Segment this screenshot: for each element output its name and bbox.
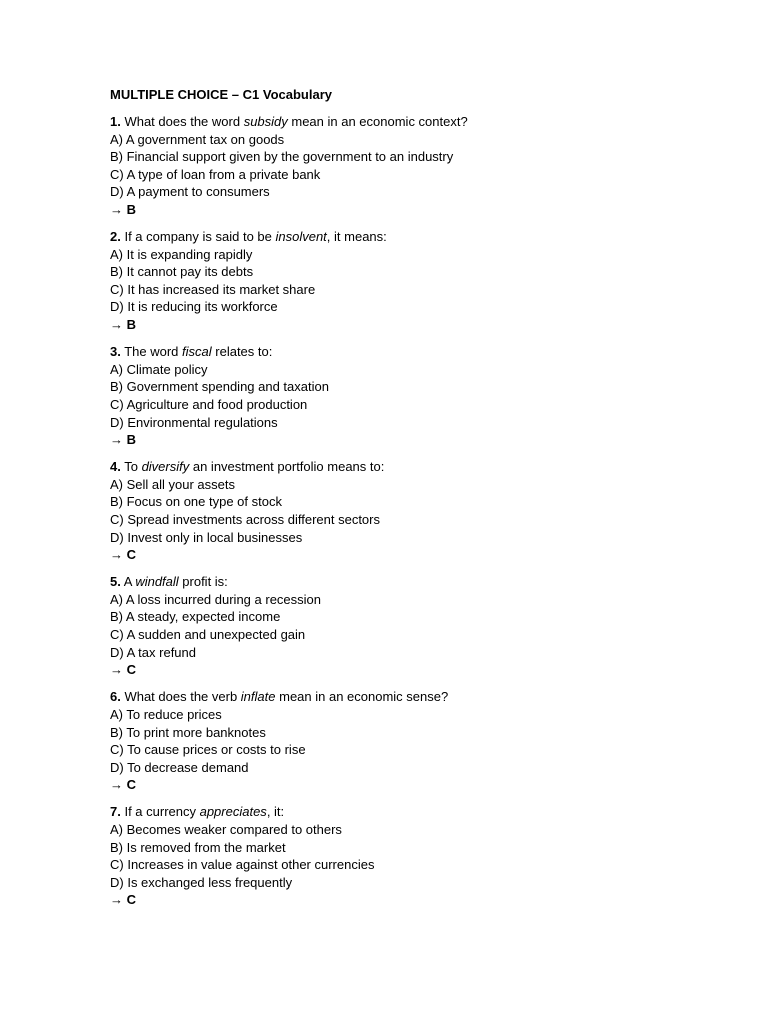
answer-option: D) Invest only in local businesses (110, 529, 303, 545)
answer-option: D) Environmental regulations (110, 414, 278, 430)
answer-option: C) It has increased its market share (110, 281, 316, 297)
answer-option: B) Financial support given by the government to an industry (110, 149, 454, 165)
answer-option: C) To cause prices or costs to rise (110, 742, 306, 758)
vocabulary-term: windfall (135, 574, 179, 590)
question-text: What does the word (120, 114, 244, 129)
question-prompt (110, 688, 710, 706)
question-text: What does the verb (120, 689, 241, 705)
answer-option: D) It is reducing its workforce (110, 299, 278, 315)
question-text: , it means: (326, 229, 387, 245)
answer-option: A) Becomes weaker compared to others (110, 821, 342, 837)
question-block (110, 573, 710, 679)
question-text: A (120, 574, 136, 590)
question-text: To (120, 459, 142, 475)
arrow-right-icon: → (110, 317, 127, 333)
question-block (110, 343, 710, 449)
vocabulary-term: insolvent (275, 229, 327, 245)
question-text: an investment portfolio means to: (189, 459, 385, 475)
answer-option: B) It cannot pay its debts (110, 264, 254, 280)
correct-answer (110, 546, 710, 564)
answer-option: A) A loss incurred during a recession (110, 591, 321, 607)
answer-option: D) A payment to consumers (110, 184, 270, 200)
answer-letter: C (126, 892, 137, 908)
answer-option: B) Government spending and taxation (110, 379, 329, 395)
vocabulary-term: appreciates (199, 804, 267, 820)
question-number: 3. (110, 344, 121, 360)
question-prompt (110, 228, 710, 246)
question-number: 6. (110, 689, 121, 705)
arrow-right-icon: → (110, 777, 127, 793)
vocabulary-term: inflate (240, 689, 276, 705)
answer-option: D) To decrease demand (110, 759, 249, 775)
arrow-right-icon: → (110, 432, 127, 448)
document-content (110, 86, 710, 918)
answer-option: B) A steady, expected income (110, 609, 281, 625)
arrow-right-icon: → (110, 201, 127, 217)
question-text: mean in an economic context? (287, 114, 468, 129)
correct-answer (110, 776, 710, 794)
answer-option: C) A sudden and unexpected gain (110, 627, 306, 643)
correct-answer (110, 316, 710, 334)
question-prompt (110, 573, 710, 591)
answer-letter: B (126, 317, 137, 333)
answer-option: C) Agriculture and food production (110, 396, 308, 412)
answer-option: C) Spread investments across different sectors (110, 511, 380, 527)
question-text: profit is: (178, 574, 228, 590)
correct-answer (110, 891, 710, 909)
answer-option: B) To print more banknotes (110, 724, 266, 740)
question-block (110, 803, 710, 909)
answer-option: B) Is removed from the market (110, 839, 286, 855)
question-prompt (110, 458, 710, 476)
question-block (110, 228, 710, 334)
document-title: MULTIPLE CHOICE – C1 Vocabulary (110, 87, 333, 102)
question-number: 5. (110, 574, 121, 590)
question-text: , it: (266, 804, 285, 820)
vocabulary-term: diversify (141, 459, 190, 475)
answer-option: A) Sell all your assets (110, 476, 235, 492)
answer-option: D) Is exchanged less frequently (110, 874, 293, 890)
question-text: If a currency (120, 804, 200, 820)
question-list (110, 113, 710, 909)
answer-option: A) To reduce prices (110, 706, 222, 722)
answer-option: A) A government tax on goods (110, 131, 285, 147)
arrow-right-icon: → (110, 662, 127, 678)
answer-option: C) Increases in value against other currencies (110, 857, 375, 873)
question-number: 7. (110, 804, 121, 820)
question-block (110, 113, 710, 219)
correct-answer (110, 431, 710, 449)
question-number: 2. (110, 229, 121, 245)
question-number: 1. (110, 114, 121, 129)
arrow-right-icon: → (110, 892, 127, 908)
question-block (110, 688, 710, 794)
vocabulary-term: subsidy (243, 114, 288, 129)
question-text: The word (120, 344, 183, 360)
answer-letter: B (126, 201, 137, 217)
answer-option: C) A type of loan from a private bank (110, 166, 321, 182)
question-prompt (110, 803, 710, 821)
question-prompt (110, 113, 710, 131)
question-number: 4. (110, 459, 121, 475)
question-block (110, 458, 710, 564)
question-text: If a company is said to be (120, 229, 276, 245)
correct-answer (110, 661, 710, 679)
answer-letter: C (126, 662, 137, 678)
answer-option: A) Climate policy (110, 361, 208, 377)
answer-letter: C (126, 777, 137, 793)
question-text: relates to: (211, 344, 273, 360)
question-prompt (110, 343, 710, 361)
answer-option: B) Focus on one type of stock (110, 494, 282, 510)
answer-option: D) A tax refund (110, 644, 196, 660)
answer-letter: B (126, 432, 137, 448)
question-text: mean in an economic sense? (275, 689, 449, 705)
arrow-right-icon: → (110, 547, 127, 563)
answer-option: A) It is expanding rapidly (110, 246, 253, 262)
vocabulary-term: fiscal (182, 344, 212, 360)
answer-letter: C (126, 547, 137, 563)
correct-answer (110, 201, 710, 219)
